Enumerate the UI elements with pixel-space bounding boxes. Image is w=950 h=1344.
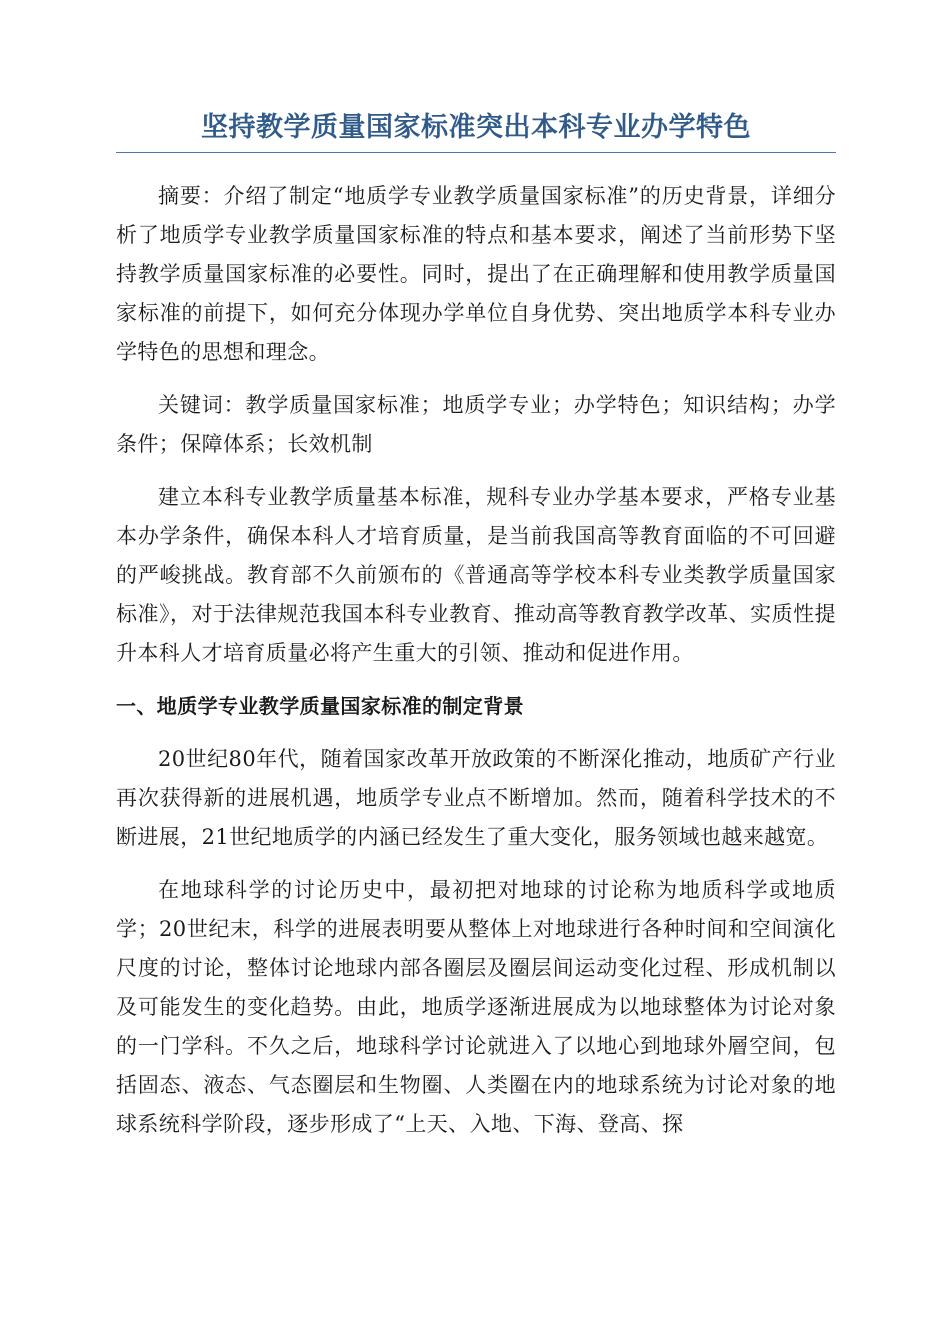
keywords-paragraph: 关键词：教学质量国家标准；地质学专业；办学特色；知识结构；办学条件；保障体系；长效机制 (116, 393, 836, 456)
body-paragraph: 在地球科学的讨论历史中，最初把对地球的讨论称为地质科学或地质学；20世纪末，科学的进展表明要从整体上对地球进行各种时间和空间演化尺度的讨论，整体讨论地球内部各圈层及圈层间运动变化过程、形成机制以及可能发生的变化趋势。由此，地质学逐渐进展成为以地球整体为讨论对象的一门学科。不久之后，地球科学讨论就进入了以地心到地球外層空间，包括固态、液态、气态圈层和生物圈、人类圈在内的地球系统为讨论对象的地球系统科学阶段，逐步形成了“上天、入地、下海、登高、探 (116, 878, 836, 1136)
document-title: 坚持教学质量国家标准突出本科专业办学特色 (116, 108, 836, 153)
section-heading: 一、地质学专业教学质量国家标准的制定背景 (116, 694, 524, 718)
document-page (116, 108, 836, 1144)
body-paragraph: 20世纪80年代，随着国家改革开放政策的不断深化推动，地质矿产行业再次获得新的进展机遇，地质学专业点不断增加。然而，随着科学技术的不断进展，21世纪地质学的内涵已经发生了重大变化，服务领域也越来越宽。 (116, 747, 836, 849)
intro-paragraph: 建立本科专业教学质量基本标准，规科专业办学基本要求，严格专业基本办学条件，确保本科人才培育质量，是当前我国高等教育面临的不可回避的严峻挑战。教育部不久前颁布的《普通高等学校本科专业类教学质量国家标准》，对于法律规范我国本科专业教育、推动高等教育教学改革、实质性提升本科人才培育质量必将产生重大的引领、推动和促进作用。 (116, 485, 836, 665)
abstract-paragraph: 摘要：介绍了制定“地质学专业教学质量国家标准”的历史背景，详细分析了地质学专业教学质量国家标准的特点和基本要求，阐述了当前形势下坚持教学质量国家标准的必要性。同时，提出了在正确理解和使用教学质量国家标准的前提下，如何充分体现办学单位自身优势、突出地质学本科专业办学特色的思想和理念。 (116, 184, 836, 364)
